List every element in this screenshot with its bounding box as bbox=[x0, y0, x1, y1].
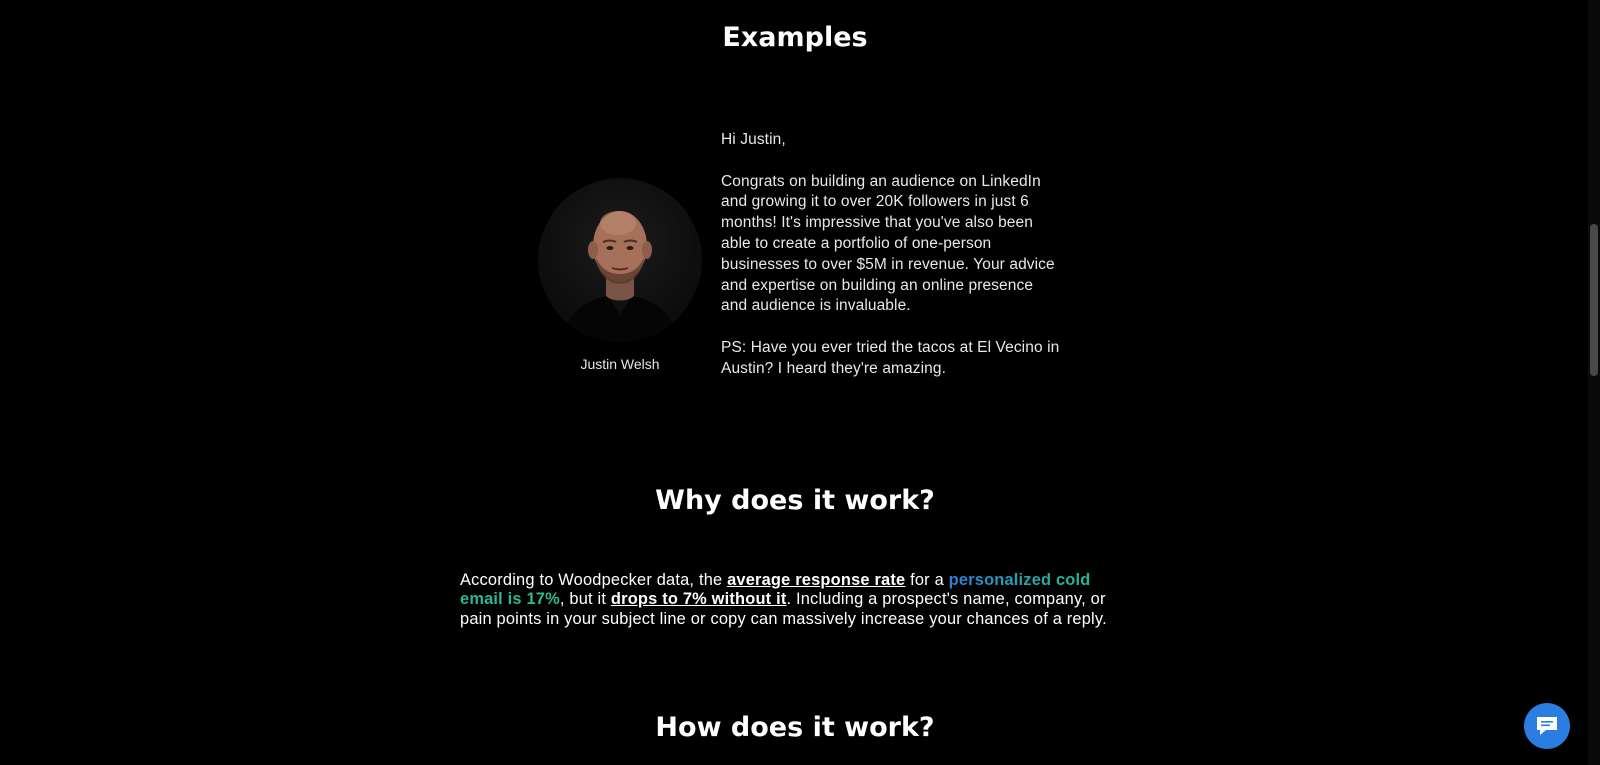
why-heading: Why does it work? bbox=[655, 485, 935, 516]
examples-heading: Examples bbox=[722, 22, 868, 53]
why-text-part: for a bbox=[905, 571, 949, 589]
chat-button[interactable] bbox=[1524, 703, 1570, 749]
example-profile bbox=[538, 178, 702, 372]
how-heading: How does it work? bbox=[655, 712, 935, 743]
scrollbar-thumb[interactable] bbox=[1590, 224, 1598, 376]
email-body: Congrats on building an audience on LinkedIn and growing it to over 20K followers in just 6 months! It's impressive that you've also been able to create a portfolio of one-person businesses to over $5M in revenue. Your advice and expertise on building an online presence and audience is invaluable. bbox=[721, 172, 1055, 315]
why-paragraph bbox=[460, 571, 1130, 629]
example-email bbox=[721, 130, 1061, 380]
average-response-rate-link[interactable]: average response rate bbox=[727, 571, 906, 589]
person-name: Justin Welsh bbox=[580, 356, 660, 372]
avatar bbox=[538, 178, 702, 342]
why-text-part: According to Woodpecker data, the bbox=[460, 571, 728, 589]
highlighted-stat: personalized cold email is 17% bbox=[460, 571, 1091, 609]
email-ps: PS: Have you ever tried the tacos at El Vecino in Austin? I heard they're amazing. bbox=[721, 338, 1060, 377]
portrait-image bbox=[538, 178, 702, 342]
chat-bubble-icon bbox=[1534, 714, 1560, 738]
drops-to-7-link[interactable]: drops to 7% without it bbox=[610, 590, 787, 609]
scrollbar[interactable] bbox=[1588, 0, 1600, 765]
why-text-part: , but it bbox=[559, 590, 611, 609]
why-text-part: . Including a prospect's name, company, or pain points in your subject line or copy can massively increase your chances of a reply. bbox=[460, 590, 1107, 628]
email-greeting: Hi Justin, bbox=[721, 131, 786, 148]
